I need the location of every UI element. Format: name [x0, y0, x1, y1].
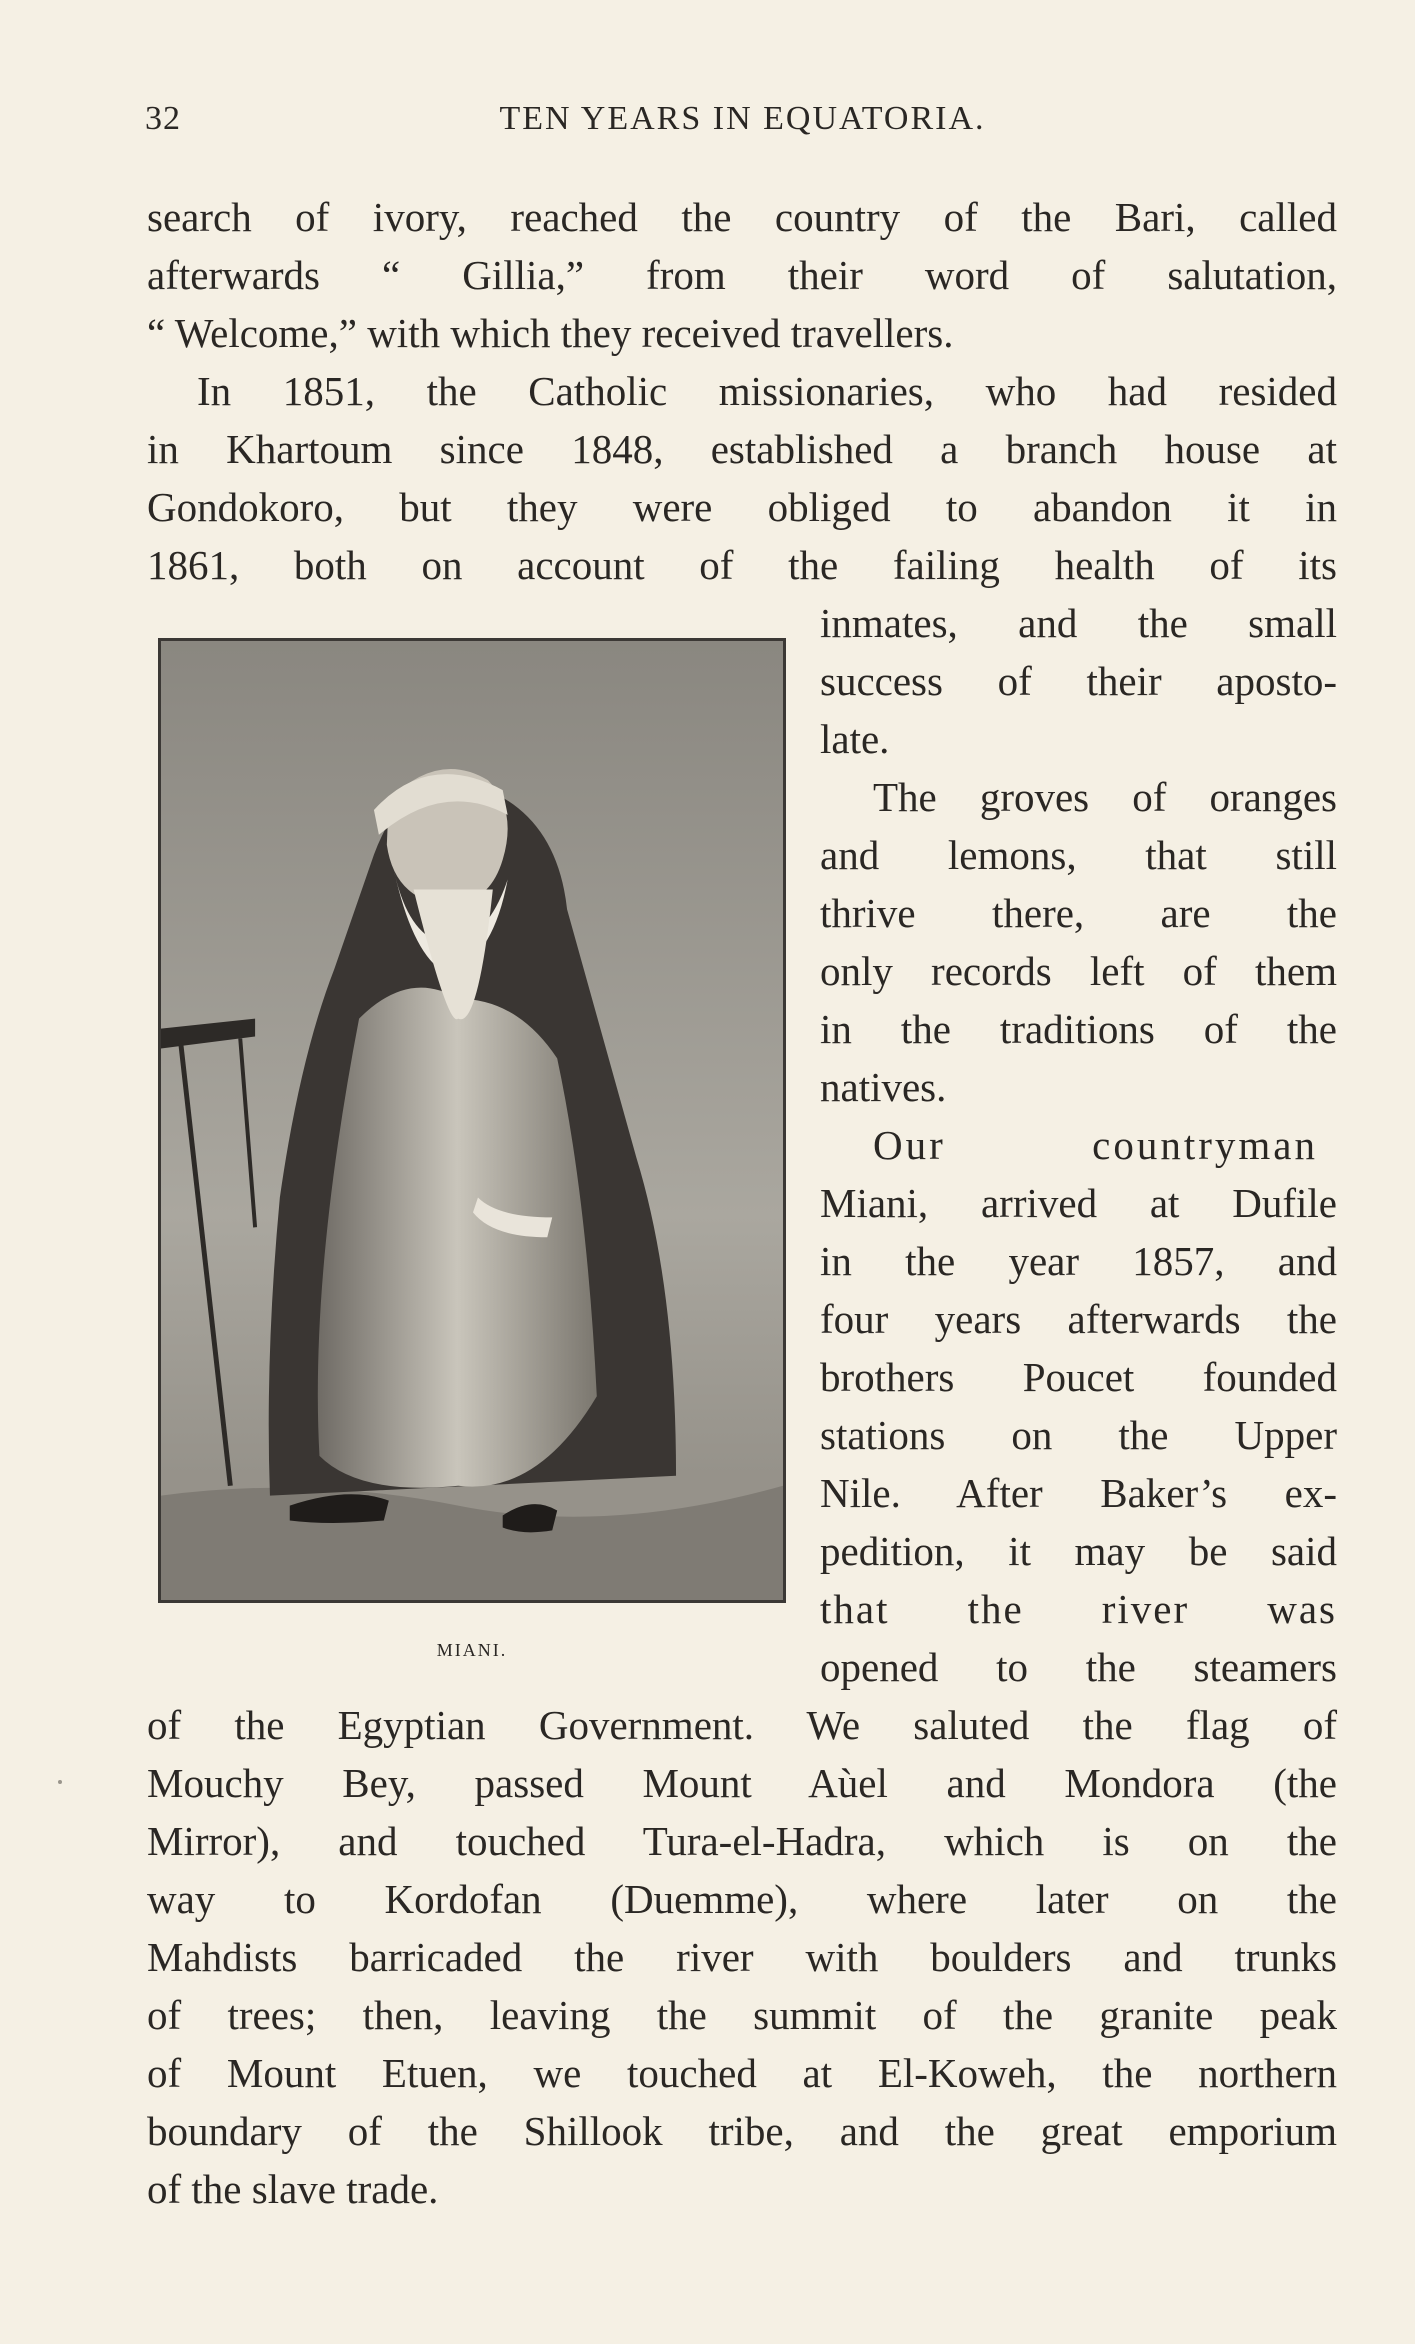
text-line: in the year 1857, and	[820, 1238, 1337, 1284]
text-line: and lemons, that still	[820, 832, 1337, 878]
text-line: four years afterwards the	[820, 1296, 1337, 1342]
text-line: search of ivory, reached the country of the Bari, called	[147, 194, 1337, 240]
portrait-engraving	[161, 641, 783, 1600]
text-line: Gondokoro, but they were obliged to abandon it in	[147, 484, 1337, 530]
text-line: afterwards “ Gillia,” from their word of salutation,	[147, 252, 1337, 298]
text-line: stations on the Upper	[820, 1412, 1337, 1458]
page-number: 32	[145, 100, 181, 137]
text-line: in the traditions of the	[820, 1006, 1337, 1052]
text-line: 1861, both on account of the failing health of its	[147, 542, 1337, 588]
running-title: TEN YEARS IN EQUATORIA.	[499, 100, 986, 137]
text-line: Miani, arrived at Dufile	[820, 1180, 1337, 1226]
print-speck	[58, 1780, 62, 1784]
portrait-illustration	[158, 638, 786, 1603]
text-line: of the slave trade.	[147, 2166, 439, 2212]
paragraph-start-line: The groves of oranges	[873, 774, 1337, 820]
text-line: Mouchy Bey, passed Mount Aùel and Mondora (the	[147, 1760, 1337, 1806]
paragraph-start-line: In 1851, the Catholic missionaries, who had resided	[197, 368, 1337, 414]
text-line: opened to the steamers	[820, 1644, 1337, 1690]
text-line: that the river was	[820, 1586, 1337, 1632]
text-line: of trees; then, leaving the summit of the granite peak	[147, 1992, 1337, 2038]
text-line: late.	[820, 716, 890, 762]
text-line: thrive there, are the	[820, 890, 1337, 936]
text-line: in Khartoum since 1848, established a branch house at	[147, 426, 1337, 472]
text-line: Nile. After Baker’s ex-	[820, 1470, 1337, 1516]
text-line: of the Egyptian Government. We saluted the flag of	[147, 1702, 1337, 1748]
text-line: boundary of the Shillook tribe, and the great emporium	[147, 2108, 1337, 2154]
text-line: success of their aposto-	[820, 658, 1337, 704]
text-line: pedition, it may be said	[820, 1528, 1337, 1574]
text-line: only records left of them	[820, 948, 1337, 994]
text-line: Mahdists barricaded the river with boulders and trunks	[147, 1934, 1337, 1980]
text-line: of Mount Etuen, we touched at El-Koweh, the northern	[147, 2050, 1337, 2096]
text-line: natives.	[820, 1064, 947, 1110]
text-line: Mirror), and touched Tura-el-Hadra, which is on the	[147, 1818, 1337, 1864]
text-line: brothers Poucet founded	[820, 1354, 1337, 1400]
text-line: inmates, and the small	[820, 600, 1337, 646]
running-head	[145, 100, 1340, 144]
figure-caption: MIANI.	[436, 1640, 508, 1660]
text-line: way to Kordofan (Duemme), where later on the	[147, 1876, 1337, 1922]
paragraph-start-line: Our countryman	[873, 1122, 1318, 1168]
text-line: “ Welcome,” with which they received travellers.	[147, 310, 954, 356]
